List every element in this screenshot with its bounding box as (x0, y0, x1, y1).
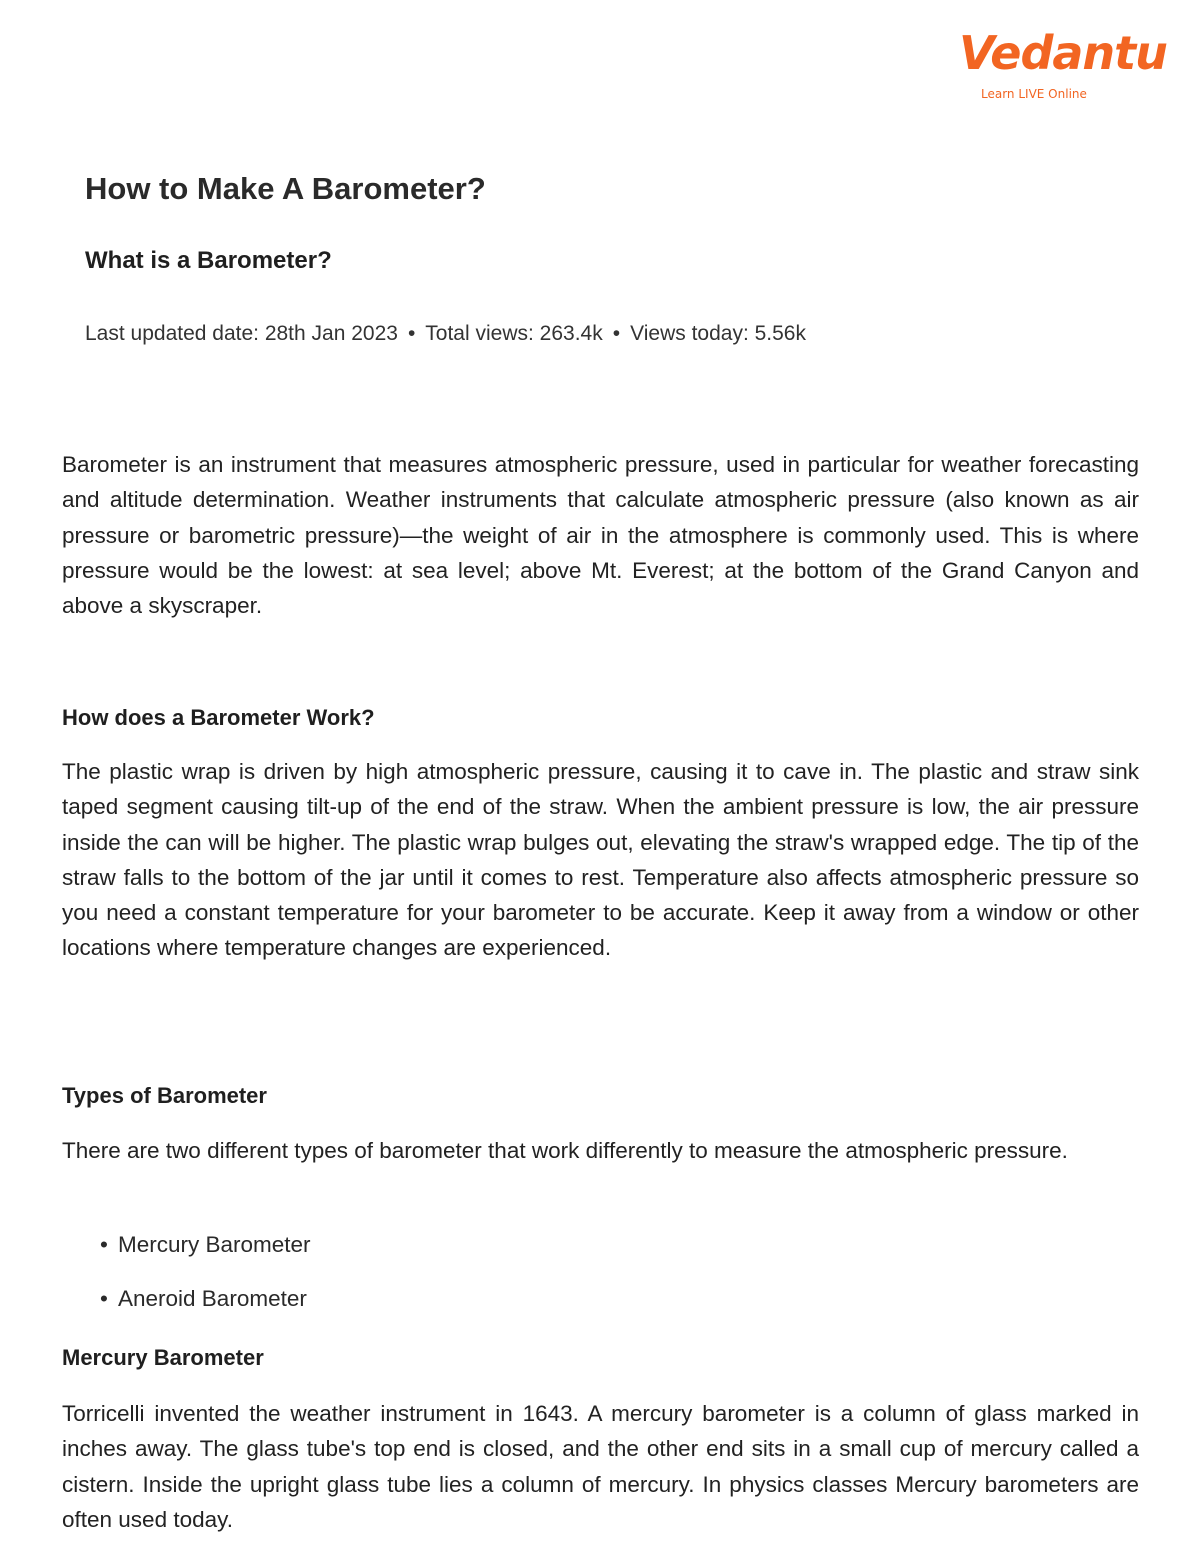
last-updated-date: Last updated date: 28th Jan 2023 (85, 322, 398, 345)
meta-separator: • (407, 322, 416, 345)
how-it-works-paragraph: The plastic wrap is driven by high atmospheric pressure, causing it to cave in. The plastic and straw sink taped segment causing tilt-up of the end of the straw. When the ambient pressure is low, the air pressure inside the can will be higher. The plastic wrap bulges out, elevating the straw's wrapped edge. The tip of the straw falls to the bottom of the jar until it comes to rest. Temperature also affects atmospheric pressure so you need a constant temperature for your barometer to be accurate. Keep it away from a window or other locations where temperature changes are experienced. (62, 759, 1139, 961)
total-views: Total views: 263.4k (425, 322, 603, 345)
views-today: Views today: 5.56k (630, 322, 806, 345)
list-item (100, 1285, 307, 1312)
mercury-barometer-paragraph: Torricelli invented the weather instrument in 1643. A mercury barometer is a column of glass marked in inches away. The glass tube's top end is closed, and the other end sits in a small cup of mercury called a cistern. Inside the upright glass tube lies a column of mercury. In physics classes Mercury barometers are often used today. (62, 1401, 1139, 1532)
meta-separator: • (612, 322, 621, 345)
types-heading: Types of Barometer (62, 1083, 267, 1108)
list-item-label: Mercury Barometer (118, 1232, 311, 1257)
list-item (100, 1231, 311, 1258)
logo-tagline: Learn LIVE Online (981, 87, 1087, 101)
logo-wordmark: Vedantu (959, 26, 1167, 80)
bullet-marker: • (100, 1286, 108, 1311)
how-it-works-heading: How does a Barometer Work? (62, 705, 375, 730)
article-meta (85, 320, 806, 347)
types-paragraph: There are two different types of barometer that work differently to measure the atmospheric pressure. (62, 1138, 1068, 1163)
vedantu-logo (955, 26, 1167, 110)
intro-paragraph: Barometer is an instrument that measures atmospheric pressure, used in particular for weather forecasting and altitude determination. Weather instruments that calculate atmospheric pressure (also known as air pressure or barometric pressure)—the weight of air in the atmosphere is commonly used. This is where pressure would be the lowest: at sea level; above Mt. Everest; at the bottom of the Grand Canyon and above a skyscraper. (62, 452, 1139, 619)
page-subtitle: What is a Barometer? (85, 247, 332, 274)
bullet-marker: • (100, 1232, 108, 1257)
mercury-barometer-heading: Mercury Barometer (62, 1345, 264, 1370)
list-item-label: Aneroid Barometer (118, 1286, 307, 1311)
page-title: How to Make A Barometer? (85, 171, 486, 206)
